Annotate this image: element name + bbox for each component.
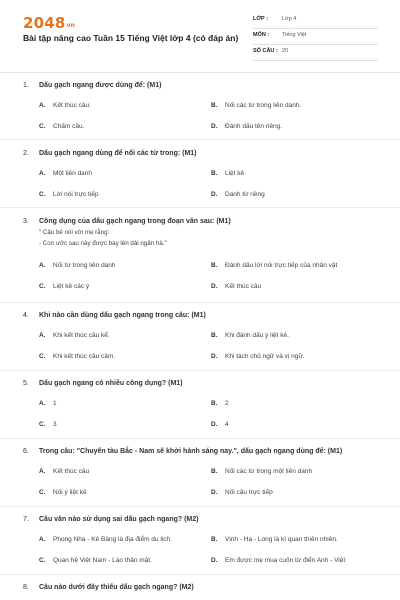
question-text: Dấu gạch ngang có nhiều công dụng? (M1) xyxy=(39,380,183,387)
question-separator xyxy=(0,207,400,208)
option-d[interactable]: D. Đánh dấu tên riêng. xyxy=(211,123,283,130)
option-b[interactable]: B. Đánh dấu lời nói trực tiếp của nhân vật xyxy=(211,262,338,269)
question-text: Dấu gạch ngang được dùng để: (M1) xyxy=(39,82,162,89)
question-number: 6. xyxy=(23,448,29,455)
question-text: Câu văn nào sử dụng sai dấu gạch ngang? (M2) xyxy=(39,516,199,523)
question-number: 3. xyxy=(23,218,29,225)
header-divider xyxy=(0,72,400,73)
option-c[interactable]: C. Liệt kê các ý xyxy=(39,283,90,290)
option-a[interactable]: A. 1 xyxy=(39,400,57,407)
question-text: Trong câu: "Chuyến tàu Bắc - Nam sẽ khởi hành sáng nay.", dấu gạch ngang dùng để: (M1) xyxy=(39,448,343,455)
option-b[interactable]: B. Nối các từ trong liên danh. xyxy=(211,102,302,109)
option-d[interactable]: D. Em được mẹ mua cuốn từ điển Anh - Việt xyxy=(211,557,346,564)
option-a[interactable]: A. Kết thúc câu. xyxy=(39,102,91,109)
meta-row-subject xyxy=(253,29,378,45)
meta-table xyxy=(253,13,378,61)
meta-key: MÔN : xyxy=(253,32,270,38)
option-c[interactable]: C. Chấm câu. xyxy=(39,123,85,130)
question-separator xyxy=(0,506,400,507)
question-text: Công dụng của dấu gạch ngang trong đoạn văn sau: (M1) xyxy=(39,218,231,225)
question-text: Dấu gạch ngang dùng để nối các từ trong: (M1) xyxy=(39,150,197,157)
question-number: 1. xyxy=(23,82,29,89)
option-b[interactable]: B. 2 xyxy=(211,400,229,407)
option-c[interactable]: C. Lời nói trực tiếp xyxy=(39,191,99,198)
option-a[interactable]: A. Phong Nha - Kẻ Bàng là địa điểm du lịch. xyxy=(39,536,172,543)
meta-row-count xyxy=(253,45,378,61)
page-header xyxy=(0,0,400,70)
meta-value: Lớp 4 xyxy=(282,16,297,22)
option-c[interactable]: C. Nối ý liệt kê xyxy=(39,489,87,496)
question-number: 7. xyxy=(23,516,29,523)
meta-row-class xyxy=(253,13,378,29)
option-a[interactable]: A. Một liên danh xyxy=(39,170,93,177)
option-a[interactable]: A. Khi kết thúc câu kể. xyxy=(39,332,110,339)
question-separator xyxy=(0,139,400,140)
document-title: Bài tập nâng cao Tuần 15 Tiếng Việt lớp 4 (có đáp án) xyxy=(23,33,239,43)
question-quote-line-2: - Con ước sau này được bay lên dải ngân hà." xyxy=(39,240,167,247)
question-text: Khi nào cần dùng dấu gạch ngang trong câu: (M1) xyxy=(39,312,206,319)
option-d[interactable]: D. Nối câu trực tiếp xyxy=(211,489,273,496)
option-c[interactable]: C. Khi kết thúc câu cảm. xyxy=(39,353,116,360)
option-d[interactable]: D. Danh từ riêng xyxy=(211,191,265,198)
question-quote-line-1: " Cậu bé nói với mẹ rằng: xyxy=(39,229,110,236)
option-a[interactable]: A. Nối từ trong liên danh xyxy=(39,262,116,269)
question-number: 8. xyxy=(23,584,29,591)
option-c[interactable]: C. Quan hệ Việt Nam - Lào thân mật. xyxy=(39,557,152,564)
question-number: 4. xyxy=(23,312,29,319)
option-b[interactable]: B. Liệt kê xyxy=(211,170,245,177)
question-separator xyxy=(0,302,400,303)
meta-key: LỚP : xyxy=(253,16,268,22)
option-b[interactable]: B. Nối các từ trong một liên danh xyxy=(211,468,313,475)
meta-value: 20 xyxy=(282,48,289,54)
option-c[interactable]: C. 3 xyxy=(39,421,57,428)
option-d[interactable]: D. Kết thúc câu xyxy=(211,283,262,290)
question-separator xyxy=(0,370,400,371)
question-number: 2. xyxy=(23,150,29,157)
option-b[interactable]: B. Vịnh - Hạ - Long là kì quan thiên nhiên. xyxy=(211,536,338,543)
option-d[interactable]: D. Khi tách chủ ngữ và vị ngữ. xyxy=(211,353,305,360)
meta-key: SỐ CÂU : xyxy=(253,48,278,54)
option-a[interactable]: A. Kết thúc câu xyxy=(39,468,90,475)
question-text: Câu nào dưới đây thiếu dấu gạch ngang? (M2) xyxy=(39,584,194,591)
question-separator xyxy=(0,438,400,439)
question-number: 5. xyxy=(23,380,29,387)
meta-value: Tiếng Việt xyxy=(282,32,307,38)
option-b[interactable]: B. Khi đánh dấu ý liệt kê. xyxy=(211,332,289,339)
site-logo[interactable]: 2048vn xyxy=(23,14,76,32)
question-separator xyxy=(0,574,400,575)
option-d[interactable]: D. 4 xyxy=(211,421,229,428)
